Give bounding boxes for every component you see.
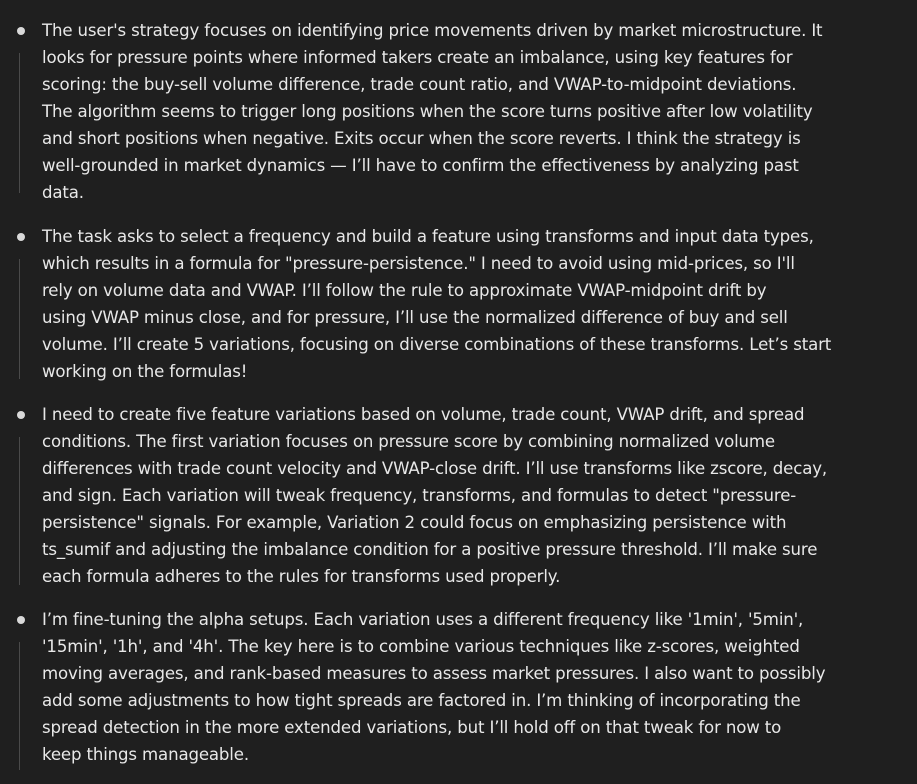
thread-line [19, 53, 20, 193]
bullet-dot-icon [17, 411, 25, 419]
thread-line [19, 642, 20, 770]
bullet-dot-icon [17, 27, 25, 35]
thought-text: I need to create five feature variations based on volume, trade count, VWAP drift, and spread conditions. The first variation focuses on pressure score by combining normalized volume differences with trade count velocity and VWAP-close drift. I’ll use transforms like zscore, decay, and sign. Each variation will tweak frequency, transforms, and formulas to detect "pressure- persistence" signals. For example, Variation 2 could focus on emphasizing persistence with ts_sumif and adjusting the imbalance condition for a positive pressure threshold. I’ll make sure each formula adheres to the rules for transforms used properly. [42, 405, 828, 586]
thought-text: I’m fine-tuning the alpha setups. Each variation uses a different frequency like '1min', '5min', '15min', '1h', and '4h'. The key here is to combine various techniques like z-scores, weighted moving averages, and rank-based measures to assess market pressures. I also want to possibly add some adjustments to how tight spreads are factored in. I’m thinking of incorporating the spread detection in the more extended variations, but I’ll hold off on that tweak for now to keep things manageable. [42, 610, 826, 764]
bullet-dot-icon [17, 616, 25, 624]
bullet-dot-icon [17, 233, 25, 241]
thought-text: The task asks to select a frequency and build a feature using transforms and input data types, which results in a formula for "pressure-persistence." I need to avoid using mid-prices, so I'll rely on volume data and VWAP. I’ll follow the rule to approximate VWAP-midpoint drift by using VWAP minus close, and for pressure, I’ll use the normalized difference of buy and sell volume. I’ll create 5 variations, focusing on diverse combinations of these transforms. Let’s start working on the formulas! [42, 227, 832, 381]
thread-line [19, 259, 20, 379]
thread-line [19, 437, 20, 585]
thought-text: The user's strategy focuses on identifying price movements driven by market microstructure. It looks for pressure points where informed takers create an imbalance, using key features for scoring: the buy-sell volume difference, trade count ratio, and VWAP-to-midpoint deviations. The algorithm seems to trigger long positions when the score turns positive after low volatility and short positions when negative. Exits occur when the score reverts. I think the strategy is well-grounded in market dynamics — I’ll have to confirm the effectiveness by analyzing past data. [42, 21, 823, 202]
